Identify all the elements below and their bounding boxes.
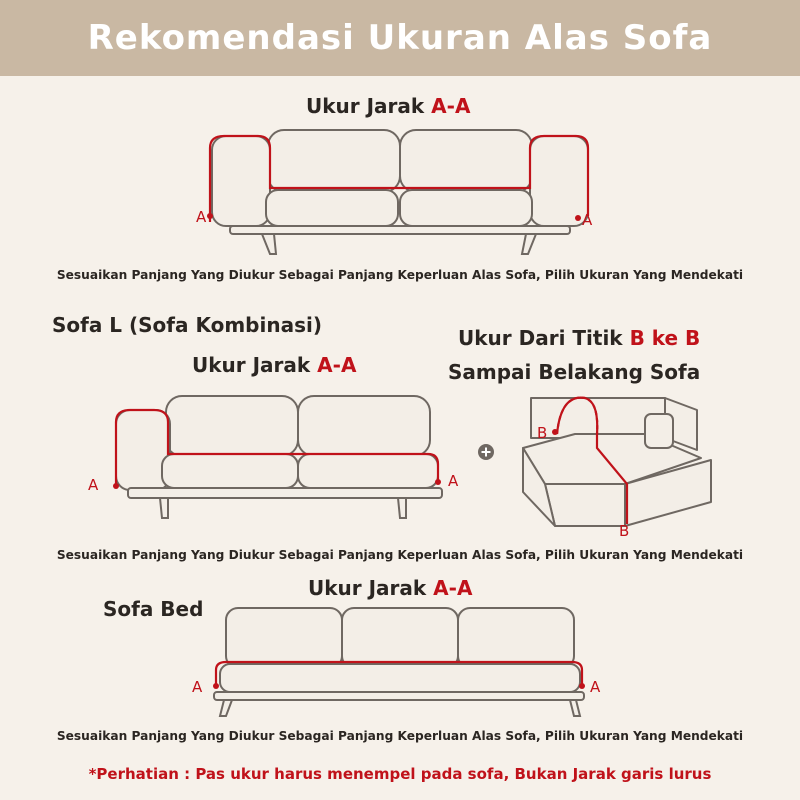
section2-right-heading-line2: Sampai Belakang Sofa [448,360,701,384]
section2-chaise-illustration [515,388,720,538]
page-title: Rekomendasi Ukuran Alas Sofa [87,18,713,58]
section1-sofa-illustration [190,120,610,260]
section3-heading-prefix: Ukur Jarak [308,576,434,600]
section2-heading-highlight: A-A [317,353,357,377]
section3-marker-dot-left [213,683,219,689]
section2-note: Sesuaikan Panjang Yang Diukur Sebagai Panjang Keperluan Alas Sofa, Pilih Ukuran Yang Mendekati [56,548,744,562]
section2-heading-prefix: Ukur Jarak [192,353,318,377]
section2-marker-left: A [88,476,99,494]
section3-heading [308,576,472,600]
section2-title: Sofa L (Sofa Kombinasi) [52,313,322,337]
section1-heading-prefix: Ukur Jarak [306,94,432,118]
section2-heading [192,353,356,377]
section2-right-heading-highlight: B ke B [629,326,701,350]
section3-marker-right: A [590,678,601,696]
section2-sofa-illustration [84,390,474,525]
section1-marker-left: A [196,208,207,226]
section3-marker-dot-right [579,683,585,689]
section2-marker-b-top: B [537,424,548,442]
section2-right-heading-line1 [458,326,700,350]
section1-heading-highlight: A-A [431,94,471,118]
section1-marker-dot-left [207,213,213,219]
section1-note: Sesuaikan Panjang Yang Diukur Sebagai Panjang Keperluan Alas Sofa, Pilih Ukuran Yang Mendekati [56,268,744,282]
title-banner [0,0,800,76]
section1-heading [306,94,470,118]
section2-marker-dot-left [113,483,119,489]
section3-title: Sofa Bed [103,597,204,621]
warning-note: *Perhatian : Pas ukur harus menempel pada sofa, Bukan Jarak garis lurus [88,765,712,783]
section2-marker-b-bottom: B [619,522,630,540]
section2-right-heading-prefix: Ukur Dari Titik [458,326,630,350]
section2-marker-dot-right [435,479,441,485]
section3-note: Sesuaikan Panjang Yang Diukur Sebagai Panjang Keperluan Alas Sofa, Pilih Ukuran Yang Mendekati [56,729,744,743]
plus-icon [474,440,498,464]
section2-marker-right: A [448,472,459,490]
section3-marker-left: A [192,678,203,696]
section3-heading-highlight: A-A [433,576,473,600]
section1-marker-right: A [582,211,593,229]
section3-sofabed-illustration [190,606,610,718]
section1-marker-dot-right [575,215,581,221]
section2-marker-dot-b-top [552,429,558,435]
